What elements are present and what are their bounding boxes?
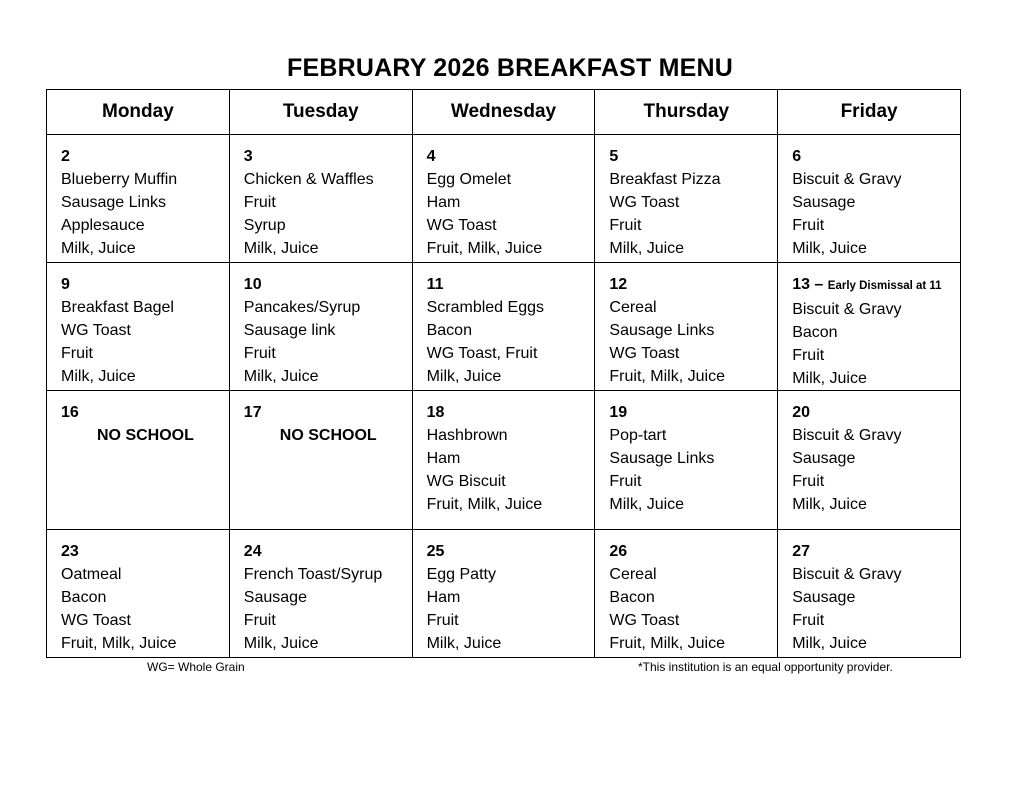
day-number: 23 bbox=[61, 543, 79, 560]
menu-item: Fruit bbox=[243, 194, 276, 211]
menu-item: Milk, Juice bbox=[792, 635, 867, 652]
menu-item: Milk, Juice bbox=[243, 368, 319, 385]
menu-item: Milk, Juice bbox=[792, 240, 867, 257]
day-cell bbox=[778, 530, 961, 658]
whole-grain-legend: WG= Whole Grain bbox=[147, 660, 245, 674]
day-cell bbox=[229, 135, 412, 263]
menu-item: Fruit bbox=[792, 347, 825, 364]
menu-item: Cereal bbox=[609, 299, 657, 316]
header-thursday: Thursday bbox=[595, 90, 778, 135]
menu-item: Fruit bbox=[609, 217, 642, 234]
menu-item: Syrup bbox=[243, 217, 286, 234]
day-number: 16 bbox=[61, 404, 79, 421]
day-cell bbox=[595, 135, 778, 263]
day-number: 9 bbox=[61, 276, 70, 293]
menu-item: Cereal bbox=[609, 566, 657, 583]
page-title: FEBRUARY 2026 BREAKFAST MENU bbox=[287, 54, 733, 82]
menu-item: Fruit, Milk, Juice bbox=[609, 368, 725, 385]
menu-item: Milk, Juice bbox=[61, 240, 136, 257]
menu-item: Fruit, Milk, Juice bbox=[609, 635, 725, 652]
menu-item: Milk, Juice bbox=[792, 496, 867, 513]
menu-item: Egg Omelet bbox=[426, 171, 512, 188]
menu-item: Milk, Juice bbox=[426, 635, 502, 652]
menu-item: French Toast/Syrup bbox=[243, 566, 383, 583]
day-number: 13 – bbox=[792, 276, 824, 293]
menu-item: WG Toast, Fruit bbox=[426, 345, 538, 362]
menu-item: Sausage bbox=[792, 194, 856, 211]
menu-item: Milk, Juice bbox=[609, 240, 685, 257]
day-number: 20 bbox=[792, 404, 810, 421]
day-cell bbox=[412, 530, 595, 658]
menu-item: Milk, Juice bbox=[243, 240, 319, 257]
menu-item: Blueberry Muffin bbox=[61, 171, 178, 188]
menu-item: Fruit, Milk, Juice bbox=[426, 496, 543, 513]
day-number: 4 bbox=[426, 148, 436, 165]
day-cell bbox=[595, 391, 778, 530]
menu-item: Breakfast Bagel bbox=[61, 299, 174, 316]
day-number: 2 bbox=[61, 148, 70, 165]
day-cell bbox=[412, 391, 595, 530]
day-cell bbox=[47, 135, 230, 263]
no-school-label: NO SCHOOL bbox=[97, 427, 194, 444]
menu-item: Bacon bbox=[792, 324, 838, 341]
menu-item: WG Toast bbox=[61, 322, 131, 339]
equal-opportunity-disclaimer: *This institution is an equal opportunity provider. bbox=[638, 660, 893, 674]
menu-item: Milk, Juice bbox=[61, 368, 136, 385]
menu-item: Sausage bbox=[243, 589, 307, 606]
no-school-label: NO SCHOOL bbox=[279, 427, 377, 444]
menu-calendar-table bbox=[46, 89, 961, 658]
menu-item: Ham bbox=[426, 589, 461, 606]
day-cell bbox=[412, 135, 595, 263]
week-row bbox=[47, 263, 961, 391]
early-dismissal-note: Early Dismissal at 11 bbox=[827, 280, 942, 292]
day-cell bbox=[229, 530, 412, 658]
day-number: 18 bbox=[426, 404, 445, 421]
day-number: 24 bbox=[243, 543, 262, 560]
menu-item: Biscuit & Gravy bbox=[792, 171, 902, 188]
week-row bbox=[47, 135, 961, 263]
day-cell bbox=[595, 263, 778, 391]
day-cell bbox=[229, 263, 412, 391]
menu-item: Fruit bbox=[61, 345, 93, 362]
menu-item: Sausage bbox=[792, 589, 856, 606]
menu-item: Fruit, Milk, Juice bbox=[426, 240, 543, 257]
menu-item: Fruit bbox=[792, 473, 825, 490]
day-cell bbox=[595, 530, 778, 658]
menu-item: Sausage bbox=[792, 450, 856, 467]
menu-item: Fruit, Milk, Juice bbox=[61, 635, 177, 652]
menu-item: Fruit bbox=[243, 345, 276, 362]
day-number: 12 bbox=[609, 276, 628, 293]
menu-item: Oatmeal bbox=[61, 566, 122, 583]
day-cell bbox=[47, 263, 230, 391]
menu-item: Applesauce bbox=[61, 217, 145, 234]
day-number: 27 bbox=[792, 543, 810, 560]
menu-item: Chicken & Waffles bbox=[243, 171, 374, 188]
menu-item: Pop-tart bbox=[609, 427, 667, 444]
menu-item: Bacon bbox=[426, 322, 472, 339]
menu-item: Breakfast Pizza bbox=[609, 171, 721, 188]
menu-item: Scrambled Eggs bbox=[426, 299, 544, 316]
day-cell bbox=[412, 263, 595, 391]
weekday-header-row bbox=[47, 90, 961, 135]
menu-item: Milk, Juice bbox=[426, 368, 502, 385]
header-tuesday: Tuesday bbox=[229, 90, 412, 135]
day-number: 11 bbox=[426, 276, 444, 293]
menu-item: WG Biscuit bbox=[426, 473, 506, 490]
menu-item: Milk, Juice bbox=[792, 370, 867, 387]
menu-item: Pancakes/Syrup bbox=[243, 299, 361, 316]
menu-item: Hashbrown bbox=[426, 427, 508, 444]
day-cell bbox=[778, 391, 961, 530]
day-number: 5 bbox=[609, 148, 619, 165]
day-cell bbox=[47, 391, 230, 530]
day-number: 6 bbox=[792, 148, 802, 165]
menu-item: WG Toast bbox=[609, 194, 680, 211]
week-row bbox=[47, 391, 961, 530]
day-cell bbox=[778, 135, 961, 263]
menu-item: Bacon bbox=[61, 589, 107, 606]
day-cell bbox=[229, 391, 412, 530]
header-friday: Friday bbox=[778, 90, 961, 135]
day-number: 17 bbox=[243, 404, 262, 421]
header-monday: Monday bbox=[47, 90, 230, 135]
week-row bbox=[47, 530, 961, 658]
day-cell bbox=[778, 263, 961, 391]
menu-item: Biscuit & Gravy bbox=[792, 301, 902, 318]
menu-item: Biscuit & Gravy bbox=[792, 566, 902, 583]
menu-item: Sausage Links bbox=[609, 322, 715, 339]
menu-item: WG Toast bbox=[426, 217, 497, 234]
menu-item: Egg Patty bbox=[426, 566, 496, 583]
menu-item: Milk, Juice bbox=[609, 496, 685, 513]
menu-item: Fruit bbox=[792, 217, 825, 234]
day-number: 19 bbox=[609, 404, 628, 421]
menu-item: Ham bbox=[426, 450, 461, 467]
day-cell bbox=[47, 530, 230, 658]
menu-item: Biscuit & Gravy bbox=[792, 427, 902, 444]
header-wednesday: Wednesday bbox=[412, 90, 595, 135]
menu-item: Sausage Links bbox=[61, 194, 166, 211]
menu-item: Fruit bbox=[243, 612, 276, 629]
menu-item: Ham bbox=[426, 194, 461, 211]
menu-item: WG Toast bbox=[61, 612, 131, 629]
menu-item: Bacon bbox=[609, 589, 655, 606]
day-number: 10 bbox=[243, 276, 262, 293]
menu-item: Fruit bbox=[426, 612, 459, 629]
menu-item: Milk, Juice bbox=[243, 635, 319, 652]
menu-item: Sausage link bbox=[243, 322, 336, 339]
menu-item: WG Toast bbox=[609, 612, 680, 629]
menu-item: Fruit bbox=[792, 612, 825, 629]
day-number: 26 bbox=[609, 543, 628, 560]
menu-item: Fruit bbox=[609, 473, 642, 490]
day-number: 25 bbox=[426, 543, 445, 560]
day-number: 3 bbox=[243, 148, 253, 165]
menu-item: WG Toast bbox=[609, 345, 680, 362]
menu-item: Sausage Links bbox=[609, 450, 715, 467]
